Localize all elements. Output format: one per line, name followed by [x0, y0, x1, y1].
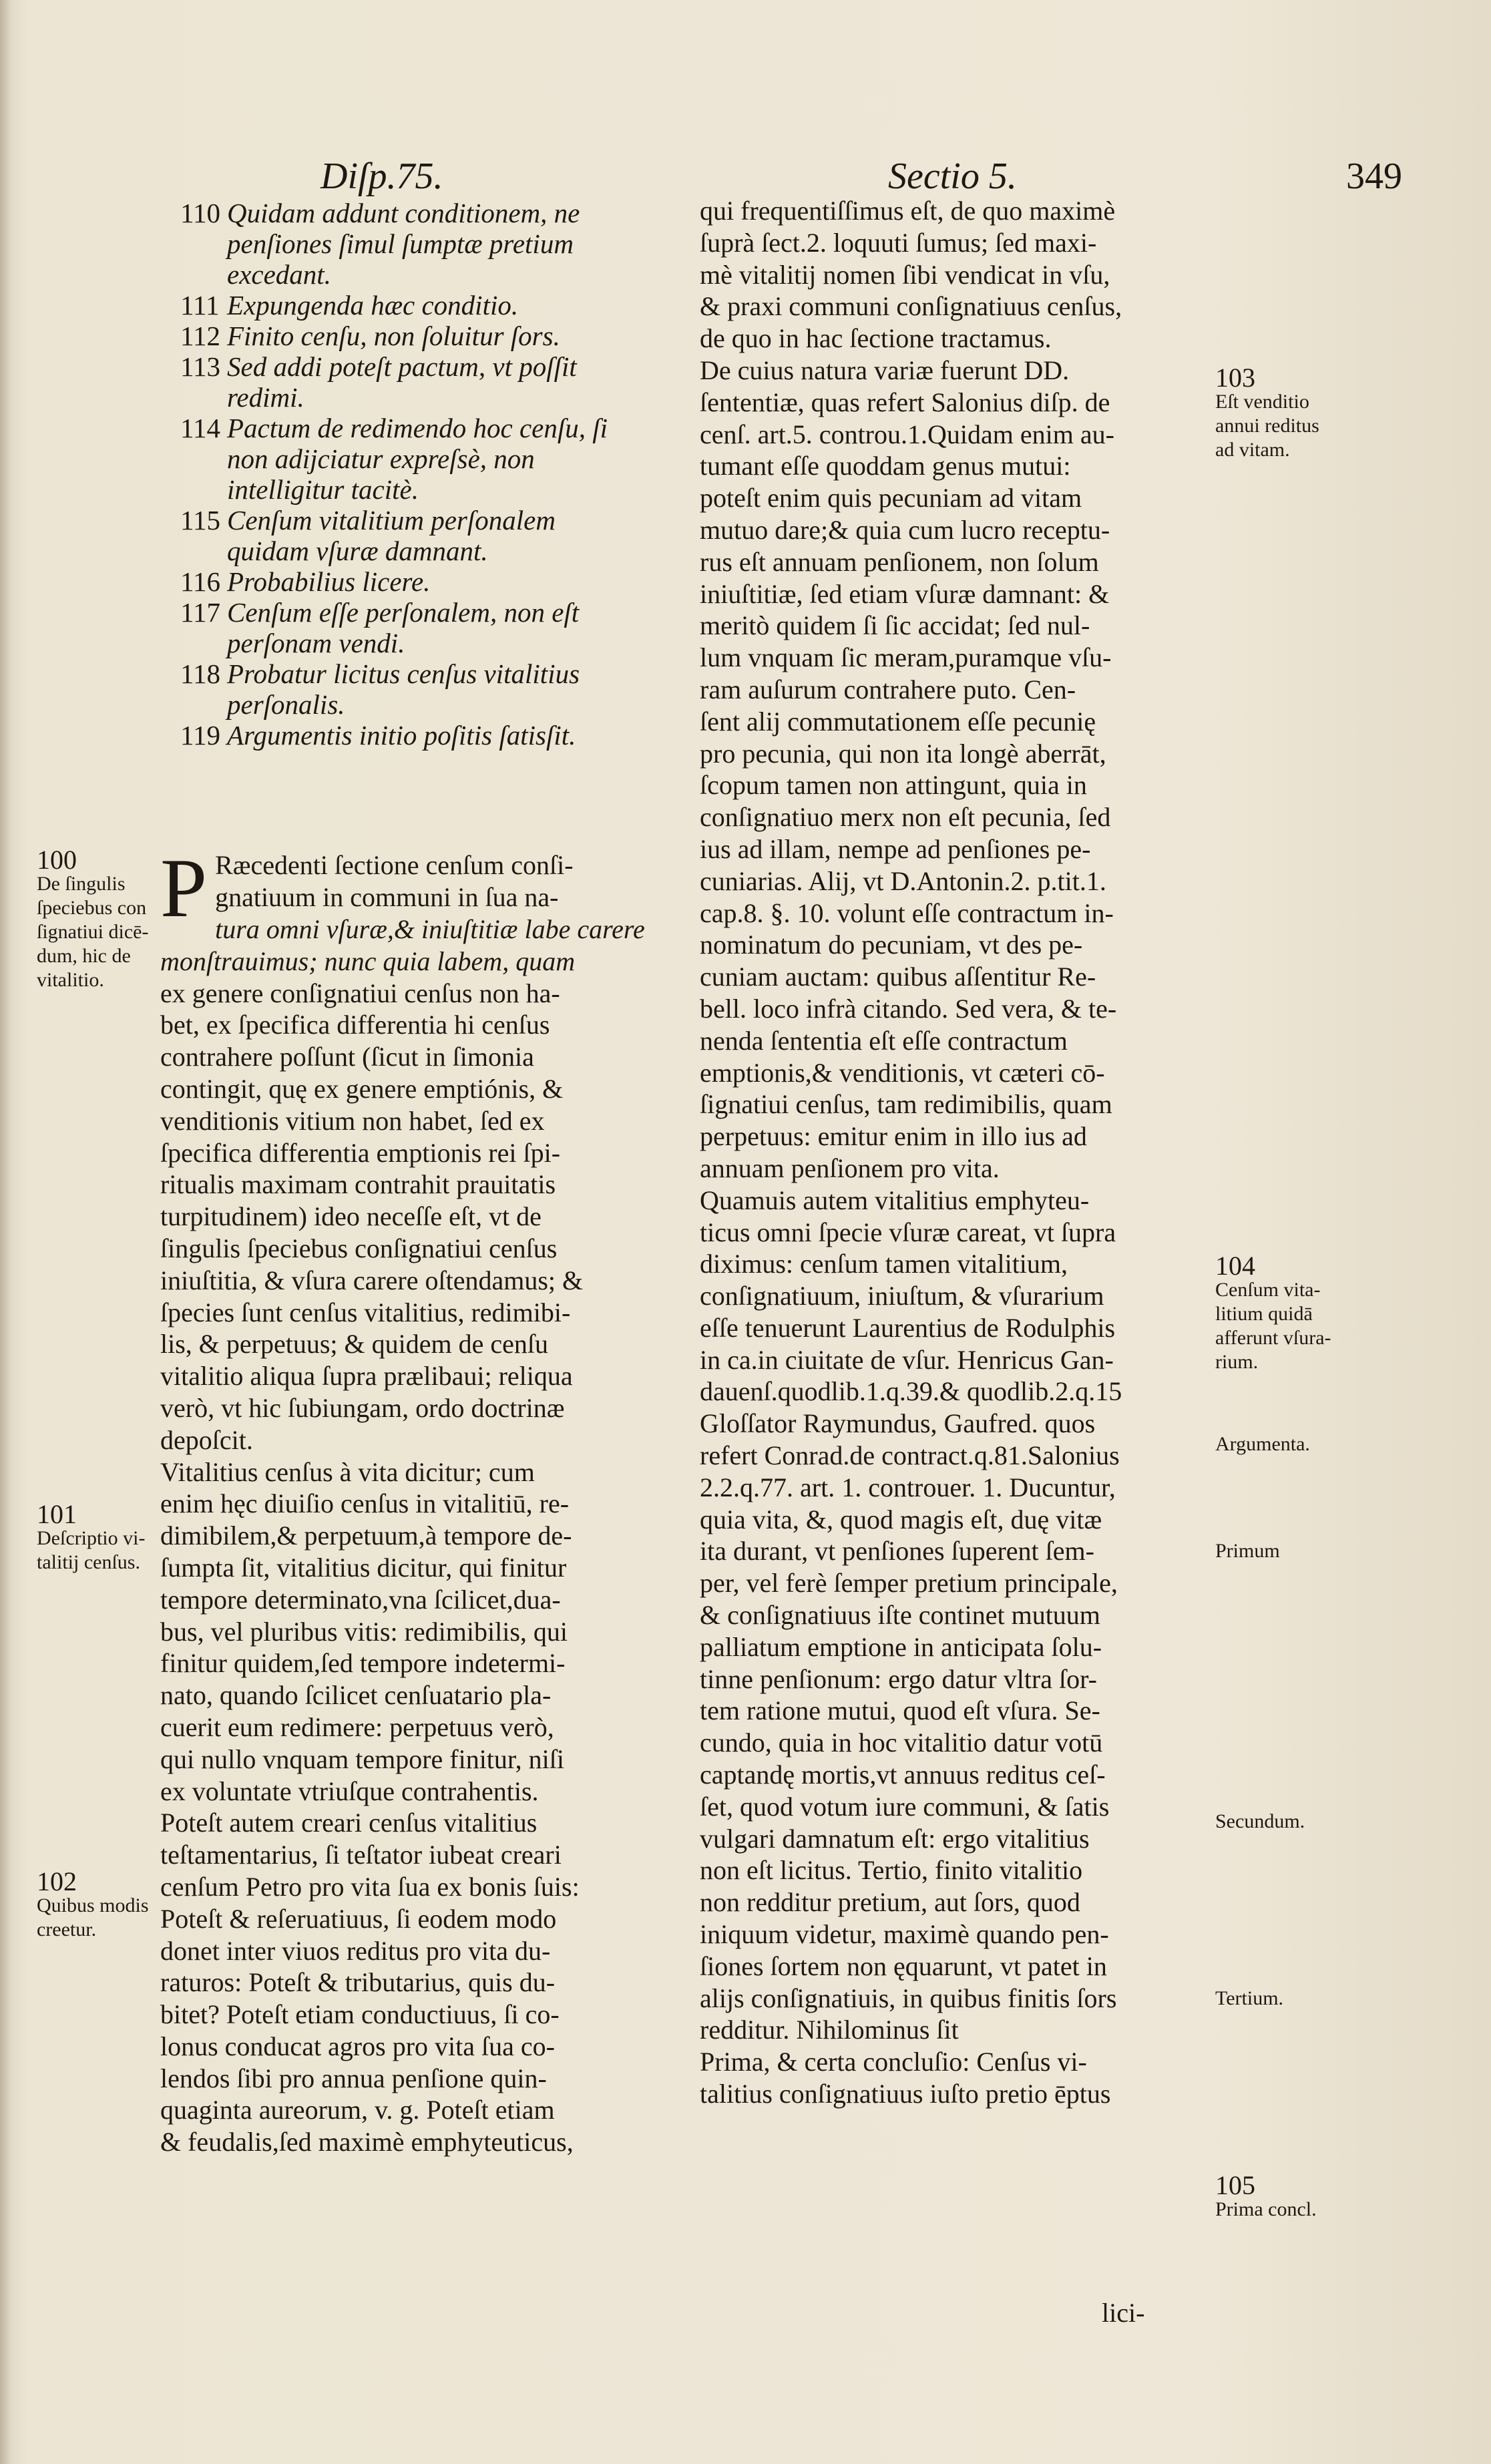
margin-note: [1215, 2170, 1429, 2222]
summary-text: Sed addi poteſt pactum, vt poſſit: [227, 351, 577, 382]
margin-note: [1215, 1539, 1429, 1563]
summary-text: Expungenda hæc conditio.: [227, 290, 519, 321]
summary-item: [180, 628, 694, 658]
text-line: ſingulis ſpeciebus conſignatiui cenſus: [160, 1233, 558, 1263]
text-line: & feudalis,ſed maximè emphyteuticus,: [160, 2127, 574, 2158]
margin-note-text: Quibus modis: [37, 1894, 149, 1916]
summary-item: [180, 259, 694, 290]
summary-text: intelligitur tacitè.: [227, 474, 419, 505]
summary-number: 113: [180, 351, 220, 382]
text-line: refert Conrad.de contract.q.81.Salonius: [700, 1440, 1120, 1471]
text-line: turpitudinem) ideo neceſſe eſt, vt de: [160, 1201, 542, 1232]
text-line: teſtamentarius, ſi teſtator iubeat creari: [160, 1840, 562, 1870]
summary-text: Probabilius licere.: [227, 566, 431, 597]
margin-note-text: rium.: [1215, 1351, 1259, 1373]
text-line: De cuius natura variæ fuerunt DD.: [700, 355, 1070, 385]
text-line: non eſt licitus. Tertio, finito vitalitio: [700, 1855, 1083, 1886]
margin-note: [37, 1499, 160, 1575]
text-line: contrahere poſſunt (ſicut in ſimonia: [160, 1042, 534, 1072]
text-line: ex voluntate vtriuſque contrahentis.: [160, 1776, 539, 1806]
summary-text: Cenſum eſſe perſonalem, non eſt: [227, 597, 580, 628]
text-line: Prima, & certa concluſio: Cenſus vi-: [700, 2047, 1087, 2077]
text-line: conſignatiuo merx non eſt pecunia, ſed: [700, 802, 1111, 833]
text-line: mutuo dare;& quia cum lucro receptu-: [700, 514, 1110, 545]
text-line: monſtrauimus; nunc quia labem, quam: [160, 946, 576, 976]
margin-note-text: ſpeciebus con: [37, 897, 147, 919]
margin-note-text: ad vitam.: [1215, 439, 1290, 461]
text-line: vulgari damnatum eſt: ergo vitalitius: [700, 1823, 1090, 1854]
text-line: tem ratione mutui, quod eſt vſura. Se-: [700, 1695, 1100, 1726]
summary-number: 110: [180, 198, 220, 228]
summary-item: [180, 321, 694, 351]
margin-note: [1215, 1987, 1429, 2011]
summary-item: [180, 597, 694, 628]
text-line: tinne penſionum: ergo datur vltra ſor-: [700, 1663, 1097, 1694]
margin-note-text: talitij cenſus.: [37, 1551, 140, 1573]
text-line: bet, ex ſpecifica differentia hi cenſus: [160, 1010, 550, 1040]
text-line: cenſum Petro pro vita ſua ex bonis ſuis:: [160, 1871, 580, 1902]
summary-item: [180, 474, 694, 505]
summary-item: [180, 505, 694, 536]
text-line: tumant eſſe quoddam genus mutui:: [700, 451, 1071, 481]
summary-item: [180, 413, 694, 443]
margin-note-text: Argumenta.: [1215, 1433, 1310, 1455]
page-number: 349: [1346, 156, 1402, 197]
summary-text: Argumentis initio poſitis ſatisſit.: [227, 720, 576, 751]
text-line: nenda ſententia eſt eſſe contractum: [700, 1025, 1068, 1056]
text-line: ex genere conſignatiui cenſus non ha-: [160, 978, 560, 1008]
text-line: mè vitalitij nomen ſibi vendicat in vſu,: [700, 259, 1110, 290]
text-line: cundo, quia in hoc vitalitio datur votū: [700, 1727, 1103, 1758]
summary-number: 114: [180, 413, 220, 443]
text-line: ſumpta ſit, vitalitius dicitur, qui finitur: [160, 1552, 567, 1583]
text-line: alijs conſignatiuis, in quibus finitis ſors: [700, 1983, 1117, 2013]
summary-text: Cenſum vitalitium perſonalem: [227, 505, 556, 536]
summary-text: non adijciatur expreſsè, non: [227, 443, 535, 474]
text-line: lonus conducat agros pro vita ſua co-: [160, 2031, 555, 2061]
summary-number: 117: [180, 597, 220, 628]
summary-text: excedant.: [227, 259, 331, 290]
margin-note: [37, 845, 160, 992]
margin-note-text: vitalitio.: [37, 969, 104, 991]
summary-text: Quidam addunt conditionem, ne: [227, 198, 580, 228]
margin-note: [1215, 1810, 1429, 1834]
margin-note: [37, 1866, 160, 1942]
summary-item: [180, 351, 694, 382]
text-line: ſcopum tamen non attingunt, quia in: [700, 770, 1087, 801]
summary-number: 111: [180, 290, 220, 321]
summary-item: [180, 198, 694, 228]
text-line: tempore determinato,vna ſcilicet,dua-: [160, 1584, 561, 1615]
text-line: quia vita, &, quod magis eſt, duę vitæ: [700, 1504, 1102, 1534]
text-line: perpetuus: emitur enim in illo ius ad: [700, 1121, 1087, 1152]
text-line: & conſignatiuus iſte continet mutuum: [700, 1600, 1100, 1631]
text-line: cenſ. art.5. controu.1.Quidam enim au-: [700, 419, 1114, 449]
text-line: rus eſt annuam penſionem, non ſolum: [700, 546, 1099, 577]
summary-text: Pactum de redimendo hoc cenſu, ſi: [227, 413, 608, 443]
summary-text: penſiones ſimul ſumptæ pretium: [227, 228, 574, 259]
text-line: cap.8. §. 10. volunt eſſe contractum in-: [700, 897, 1114, 928]
summary-text: perſonam vendi.: [227, 628, 405, 658]
text-line: 2.2.q.77. art. 1. controuer. 1. Ducuntur,: [700, 1472, 1116, 1502]
text-line: vitalitio aliqua ſupra prælibaui; reliqua: [160, 1361, 573, 1392]
text-line: bus, vel pluribus vitis: redimibilis, qui: [160, 1616, 568, 1647]
margin-note-text: De ſingulis: [37, 873, 126, 895]
text-line: dimibilem,& perpetuum,à tempore de-: [160, 1520, 572, 1551]
text-line: ſententiæ, quas refert Salonius diſp. de: [700, 387, 1110, 417]
summary-item: [180, 382, 694, 413]
header-section: Sectio 5.: [888, 156, 1017, 197]
margin-note-number: 104: [1215, 1251, 1255, 1281]
margin-note-number: 100: [37, 845, 77, 875]
margin-note-text: Secundum.: [1215, 1810, 1305, 1832]
text-line: dauenſ.quodlib.1.q.39.& quodlib.2.q.15: [700, 1376, 1122, 1407]
text-line: tura omni vſuræ,& iniuſtitiæ labe carere: [215, 914, 645, 944]
text-line: annuam penſionem pro vita.: [700, 1153, 1000, 1183]
summary-item: [180, 536, 694, 566]
text-line: meritò quidem ſi ſic accidat; ſed nul-: [700, 610, 1090, 641]
text-line: contingit, quę ex genere emptiónis, &: [160, 1073, 564, 1104]
margin-note-number: 101: [37, 1499, 77, 1529]
text-line: Quamuis autem vitalitius emphyteu-: [700, 1185, 1090, 1215]
text-line: nominatum do pecuniam, vt des pe-: [700, 930, 1083, 960]
text-line: conſignatiuum, iniuſtum, & vſurarium: [700, 1281, 1104, 1311]
summary-text: perſonalis.: [227, 689, 345, 720]
margin-note-text: dum, hic de: [37, 945, 131, 967]
text-line: ſuprà ſect.2. loquuti ſumus; ſed maxi-: [700, 227, 1097, 258]
text-line: poteſt enim quis pecuniam ad vitam: [700, 483, 1082, 514]
margin-note-text: Deſcriptio vi-: [37, 1527, 146, 1549]
summary-number: 119: [180, 720, 220, 751]
text-line: cuerit eum redimere: perpetuus verò,: [160, 1711, 554, 1742]
summary-text: Finito cenſu, non ſoluitur ſors.: [227, 321, 560, 351]
catchword: lici-: [1102, 2298, 1145, 2328]
text-line: ticus omni ſpecie vſuræ careat, vt ſupra: [700, 1217, 1116, 1247]
text-line: ſiones ſortem non ęquarunt, vt patet in: [700, 1950, 1107, 1981]
text-line: bell. loco infrà citando. Sed vera, & te-: [700, 993, 1117, 1024]
margin-note-text: Cenſum vita-: [1215, 1279, 1321, 1301]
text-line: finitur quidem,ſed tempore indetermi-: [160, 1648, 566, 1679]
margin-note-text: annui reditus: [1215, 415, 1319, 437]
summary-item: [180, 689, 694, 720]
text-line: ſignatiui cenſus, tam redimibilis, quam: [700, 1089, 1112, 1120]
text-line: ius ad illam, nempe ad penſiones pe-: [700, 833, 1091, 864]
drop-cap: P: [160, 842, 208, 935]
text-line: Poteſt autem creari cenſus vitalitius: [160, 1808, 538, 1838]
summary-text: redimi.: [227, 382, 304, 413]
margin-note-number: 105: [1215, 2170, 1255, 2200]
summary-item: [180, 290, 694, 321]
text-line: nato, quando ſcilicet cenſuatario pla-: [160, 1680, 552, 1711]
text-line: raturos: Poteſt & tributarius, quis du-: [160, 1967, 556, 1998]
text-line: quaginta aureorum, v. g. Poteſt etiam: [160, 2095, 555, 2125]
text-line: cuniam auctam: quibus aſſentitur Re-: [700, 962, 1096, 992]
text-line: lis, & perpetuus; & quidem de cenſu: [160, 1329, 548, 1360]
margin-note: [1215, 1432, 1429, 1456]
opening-line: Ræcedenti ſectione cenſum conſi-: [215, 850, 574, 880]
summary-item: [180, 443, 694, 474]
text-line: eſſe tenuerunt Laurentius de Rodulphis: [700, 1312, 1116, 1343]
text-line: & praxi communi conſignatiuus cenſus,: [700, 291, 1122, 322]
text-line: emptionis,& venditionis, vt cæteri cō-: [700, 1057, 1105, 1088]
text-line: talitius conſignatiuus iuſto pretio ēptus: [700, 2079, 1111, 2109]
text-line: enim hęc diuiſio cenſus in vitalitiū, re-: [160, 1488, 570, 1519]
summary-text: Probatur licitus cenſus vitalitius: [227, 658, 580, 689]
text-line: redditur. Nihilominus ſit: [700, 2015, 959, 2045]
text-line: diximus: cenſum tamen vitalitium,: [700, 1249, 1068, 1279]
text-line: Gloſſator Raymundus, Gaufred. quos: [700, 1408, 1096, 1439]
margin-note-number: 103: [1215, 363, 1255, 393]
text-line: iniuſtitia, & vſura carere oſtendamus; &: [160, 1265, 584, 1295]
margin-note-number: 102: [37, 1866, 77, 1896]
text-line: ſpecies ſunt cenſus vitalitius, redimibi-: [160, 1297, 571, 1327]
summary-number: 116: [180, 566, 220, 597]
text-line: verò, vt hic ſubiungam, ordo doctrinæ: [160, 1392, 565, 1423]
summary-number: 118: [180, 658, 220, 689]
text-line: lendos ſibi pro annua penſione quin-: [160, 2063, 547, 2093]
margin-note-text: Primum: [1215, 1540, 1280, 1562]
summary-number: 115: [180, 505, 220, 536]
text-line: venditionis vitium non habet, ſed ex: [160, 1105, 545, 1136]
header-disputation: Diſp.75.: [321, 156, 443, 197]
text-line: ritualis maximam contrahit prauitatis: [160, 1169, 556, 1200]
margin-note-text: afferunt vſura-: [1215, 1327, 1331, 1349]
text-line: ſent alij commutationem eſſe pecunię: [700, 706, 1096, 737]
summary-list: [180, 198, 694, 751]
summary-number: 112: [180, 321, 220, 351]
text-line: bitet? Poteſt etiam conductiuus, ſi co-: [160, 1999, 560, 2030]
summary-item: [180, 566, 694, 597]
text-line: depoſcit.: [160, 1424, 253, 1455]
text-line: in ca.in ciuitate de vſur. Henricus Gan-: [700, 1344, 1114, 1375]
text-line: per, vel ferè ſemper pretium principale,: [700, 1568, 1118, 1599]
right-column-body: [700, 195, 1227, 2110]
text-line: non redditur pretium, aut ſors, quod: [700, 1887, 1080, 1918]
margin-note-text: Eſt venditio: [1215, 391, 1309, 413]
margin-note-text: Tertium.: [1215, 1987, 1284, 2009]
text-line: palliatum emptione in anticipata ſolu-: [700, 1631, 1102, 1662]
summary-item: [180, 720, 694, 751]
summary-item: [180, 658, 694, 689]
margin-note: [1215, 363, 1429, 462]
text-line: qui nullo vnquam tempore finitur, niſi: [160, 1743, 564, 1774]
page-spine-shadow: [0, 0, 12, 2464]
opening-line: gnatiuum in communi in ſua na-: [215, 882, 559, 912]
text-line: ſpecifica differentia emptionis rei ſpi-: [160, 1137, 561, 1168]
text-line: ſet, quod votum iure communi, & ſatis: [700, 1791, 1110, 1822]
summary-item: [180, 228, 694, 259]
text-line: iniquum videtur, maximè quando pen-: [700, 1919, 1109, 1950]
left-column-body: [160, 842, 698, 2158]
margin-note-text: litium quidā: [1215, 1303, 1313, 1325]
text-line: captandę mortis,vt annuus reditus ceſ-: [700, 1760, 1106, 1790]
margin-note-text: Prima concl.: [1215, 2198, 1317, 2220]
text-line: ita durant, vt penſiones ſuperent ſem-: [700, 1536, 1094, 1567]
text-line: cuniarias. Alij, vt D.Antonin.2. p.tit.1.: [700, 865, 1106, 896]
text-line: pro pecunia, qui non ita longè aberrāt,: [700, 738, 1106, 769]
text-line: Vitalitius cenſus à vita dicitur; cum: [160, 1456, 535, 1487]
summary-text: quidam vſuræ damnant.: [227, 536, 488, 566]
text-line: ram auſurum contrahere puto. Cen-: [700, 674, 1076, 704]
text-line: qui frequentiſſimus eſt, de quo maximè: [700, 196, 1116, 226]
margin-note-text: creetur.: [37, 1918, 97, 1940]
text-line: donet inter viuos reditus pro vita du-: [160, 1935, 551, 1966]
text-line: lum vnquam ſic meram,puramque vſu-: [700, 642, 1112, 673]
text-line: de quo in hac ſectione tractamus.: [700, 323, 1052, 354]
text-line: iniuſtitiæ, ſed etiam vſuræ damnant: &: [700, 578, 1110, 609]
margin-note: [1215, 1251, 1429, 1374]
margin-note-text: ſignatiui dicē-: [37, 921, 149, 943]
text-line: Poteſt & reſeruatiuus, ſi eodem modo: [160, 1903, 557, 1934]
